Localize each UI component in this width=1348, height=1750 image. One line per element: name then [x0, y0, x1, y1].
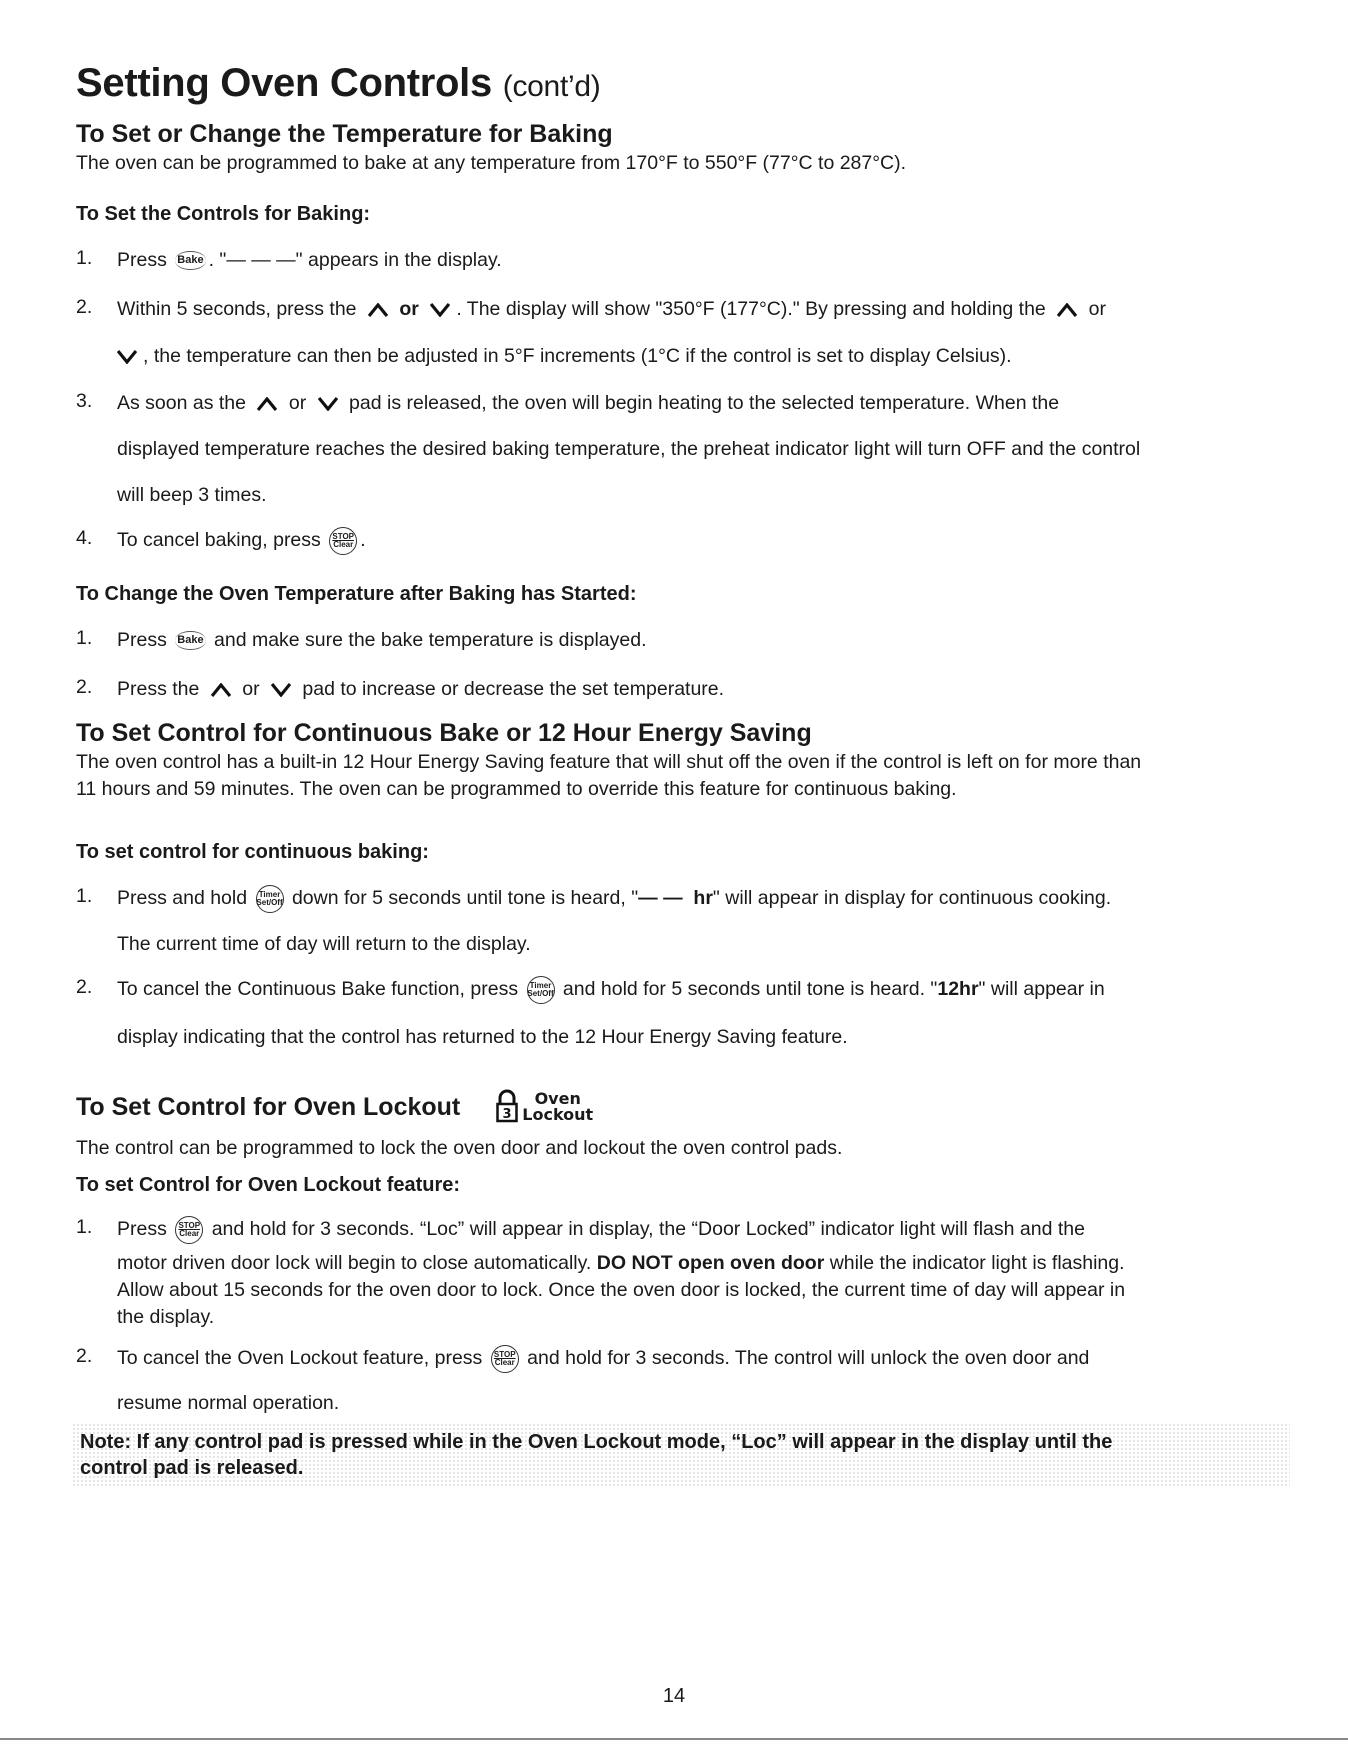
up-arrow-icon [1057, 303, 1077, 317]
section-heading-row-lockout [76, 1089, 1276, 1123]
lockout-note [72, 1423, 1290, 1487]
lockout-pad-number: 3 [502, 1107, 512, 1122]
page-title-suffix: (cont’d) [502, 70, 601, 103]
subheading-set-controls-baking: To Set the Controls for Baking: [76, 203, 371, 225]
step-change-temp-2: 2. Press the or pad to increase or decrease the set temperature. [76, 676, 725, 700]
stop-clear-pad-icon: STOP Clear [491, 1345, 519, 1373]
stop-clear-pad-icon: STOP Clear [329, 527, 357, 555]
lockout-note-line1: Note: If any control pad is pressed while in the Oven Lockout mode, “Loc” will appear in the display until the [80, 1431, 1113, 1453]
manual-page [76, 58, 1276, 1487]
page-title: Setting Oven Controls (cont’d) [76, 61, 601, 105]
up-arrow-icon [257, 397, 277, 411]
section-heading-oven-lockout: To Set Control for Oven Lockout [76, 1093, 461, 1121]
step-change-temp-1: 1. Press Bake and make sure the bake temperature is displayed. [76, 627, 647, 651]
down-arrow-icon [430, 303, 450, 317]
section-intro-energy-saving-2: 11 hours and 59 minutes. The oven can be programmed to override this feature for continuous baking. [76, 778, 957, 800]
step-lockout-1: 1. Press STOP Clear and hold for 3 seconds. “Loc” will appear in display, the “Door Locked” indicator light will flash and the motor driven door lock will begin to close automatically. DO NOT open oven door while the indicator light is flashing. Allow about 15 seconds for the oven door to lock. Once the oven door is locked, the current time of day will appear in the display. [76, 1216, 1126, 1328]
down-arrow-icon [271, 683, 291, 697]
bottom-rule [0, 1738, 1348, 1740]
up-arrow-icon [368, 303, 388, 317]
step-lockout-2: 2. To cancel the Oven Lockout feature, press STOP Clear and hold for 3 seconds. The control will unlock the oven door and resume normal operation. [76, 1345, 1090, 1414]
down-arrow-icon [117, 350, 137, 364]
bake-pad-icon: Bake [175, 251, 205, 270]
section-heading-baking-temperature: To Set or Change the Temperature for Baking [76, 120, 613, 148]
lockout-badge-line2: Lockout [522, 1105, 594, 1124]
subheading-continuous-baking: To set control for continuous baking: [76, 841, 429, 863]
step-continuous-2: 2. To cancel the Continuous Bake function, press Timer Set/Off and hold for 5 seconds until tone is heard. "12hr" will appear in display indicating that the control has returned to the 12 Hour Energy Saving feature. [76, 976, 1105, 1048]
page-number: 14 [662, 1685, 686, 1707]
padlock-icon [496, 1089, 518, 1123]
step-set-bake-1: 1. Press Bake . "— — —" appears in the display. [76, 247, 502, 271]
subheading-change-temperature: To Change the Oven Temperature after Baking has Started: [76, 583, 637, 605]
section-intro-baking: The oven can be programmed to bake at any temperature from 170°F to 550°F (77°C to 287°C). [76, 152, 907, 174]
step-continuous-1: 1. Press and hold Timer Set/Off down for 5 seconds until tone is heard, "— — hr" will appear in display for continuous cooking. The current time of day will return to the display. [76, 885, 1112, 955]
timer-set-off-pad-icon: Timer Set/Off [527, 976, 555, 1004]
lockout-note-line2: control pad is released. [80, 1457, 304, 1479]
bake-pad-icon: Bake [175, 631, 205, 650]
section-intro-energy-saving-1: The oven control has a built-in 12 Hour Energy Saving feature that will shut off the oven if the control is left on for more than [76, 751, 1142, 773]
stop-clear-pad-icon: STOP Clear [175, 1216, 203, 1244]
step-set-bake-4: 4. To cancel baking, press STOP Clear . [76, 527, 1276, 555]
section-intro-lockout: The control can be programmed to lock the oven door and lockout the oven control pads. [76, 1137, 843, 1159]
step-set-bake-2: 2. Within 5 seconds, press the or . The display will show "350°F (177°C)." By pressing and holding the or , the temperature can then be adjusted in 5°F increments (1°C if the control is set to display Celsius). [76, 296, 1106, 367]
up-arrow-icon [211, 683, 231, 697]
oven-lockout-badge [496, 1089, 593, 1123]
step-set-bake-3: 3. As soon as the or pad is released, the oven will begin heating to the selected temperature. When the displayed temperature reaches the desired baking temperature, the preheat indicator light will turn OFF and the control will beep 3 times. [76, 390, 1141, 506]
down-arrow-icon [318, 397, 338, 411]
section-heading-continuous-bake: To Set Control for Continuous Bake or 12 Hour Energy Saving [76, 719, 812, 747]
lockout-badge-line1: Oven [534, 1089, 581, 1108]
timer-set-off-pad-icon: Timer Set/Off [256, 885, 284, 913]
subheading-lockout-feature: To set Control for Oven Lockout feature: [76, 1174, 461, 1196]
